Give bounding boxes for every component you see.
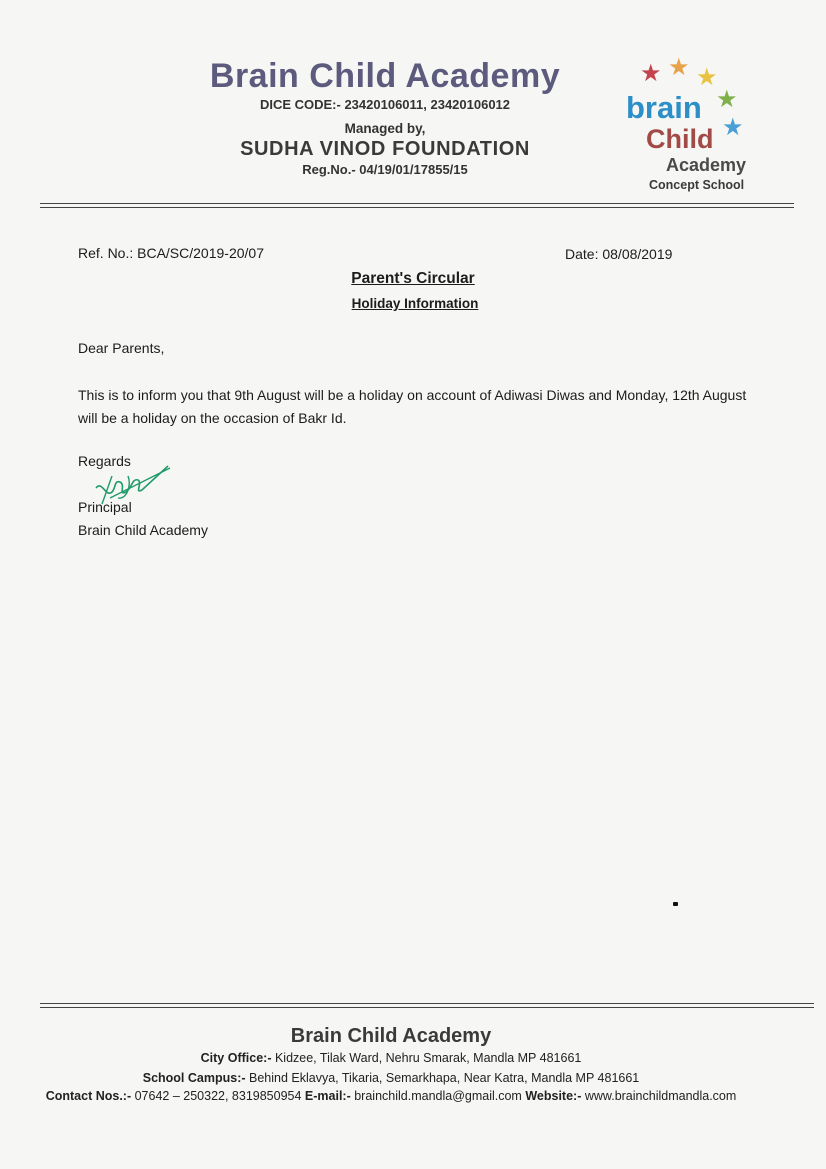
foundation-name: SUDHA VINOD FOUNDATION xyxy=(240,138,530,160)
dice-code: DICE CODE:- 23420106011, 23420106012 xyxy=(259,97,511,112)
managed-by: Managed by, xyxy=(344,121,426,136)
regards: Regards xyxy=(78,453,131,469)
header-divider xyxy=(40,203,794,204)
star-icon: ★ xyxy=(722,114,744,141)
academy-title: Brain Child Academy xyxy=(209,57,561,95)
email-label: E-mail:- xyxy=(304,1089,351,1103)
letter-date: Date: 08/08/2019 xyxy=(565,246,673,262)
footer-school-campus xyxy=(0,1070,782,1086)
logo-text-concept-school: Concept School xyxy=(649,178,745,192)
body-paragraph: This is to inform you that 9th August will be a holiday on account of Adiwasi Diwas and Monday, 12th August will be a holiday on the occasion of Bakr Id. xyxy=(78,387,747,426)
header-divider xyxy=(40,207,794,208)
logo-text-academy: Academy xyxy=(666,155,747,175)
email-address: brainchild.mandla@gmail.com xyxy=(350,1089,526,1103)
circular-title: Parent's Circular xyxy=(351,270,475,287)
signatory-title: Principal xyxy=(78,499,132,515)
website-label: Website:- xyxy=(525,1089,582,1103)
brain-child-logo xyxy=(618,52,778,197)
website-address: www.brainchildmandla.com xyxy=(581,1089,737,1103)
reference-number: Ref. No.: BCA/SC/2019-20/07 xyxy=(78,245,264,261)
school-campus-address: Behind Eklavya, Tikaria, Semarkhapa, Near Katra, Mandla MP 481661 xyxy=(245,1071,640,1085)
signatory-organization: Brain Child Academy xyxy=(78,522,208,538)
footer-divider xyxy=(40,1003,814,1004)
logo-text-brain: brain xyxy=(626,90,702,125)
star-icon: ★ xyxy=(716,86,738,113)
star-icon: ★ xyxy=(696,64,718,91)
logo-text-child: Child xyxy=(646,124,714,154)
footer-title: Brain Child Academy xyxy=(290,1025,492,1047)
school-campus-label: School Campus:- xyxy=(142,1071,246,1085)
contact-numbers: 07642 – 250322, 8319850954 xyxy=(131,1089,305,1103)
star-icon: ★ xyxy=(668,54,690,81)
registration-number: Reg.No.- 04/19/01/17855/15 xyxy=(302,162,468,177)
city-office-label: City Office:- xyxy=(200,1051,272,1065)
salutation: Dear Parents, xyxy=(78,340,165,356)
circular-subtitle: Holiday Information xyxy=(351,296,479,311)
footer-city-office xyxy=(0,1050,782,1066)
footer-divider xyxy=(40,1007,814,1008)
city-office-address: Kidzee, Tilak Ward, Nehru Smarak, Mandla MP 481661 xyxy=(271,1051,582,1065)
paper-speck xyxy=(673,902,678,906)
star-icon: ★ xyxy=(640,60,662,87)
contact-label: Contact Nos.:- xyxy=(45,1089,132,1103)
letterhead xyxy=(150,56,620,179)
footer-contact xyxy=(0,1088,782,1104)
